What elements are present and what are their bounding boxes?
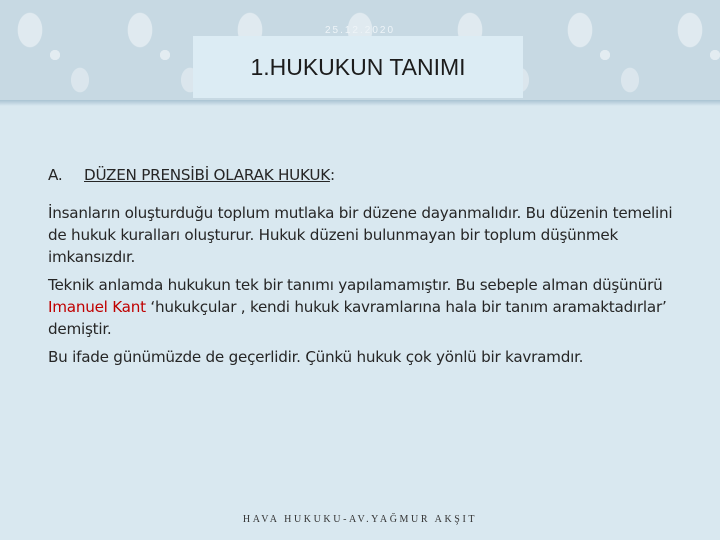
paragraph-1: İnsanların oluşturduğu toplum mutlaka bir düzene dayanmalıdır. Bu düzenin temelini de hukuk kuralları oluşturur. Hukuk düzeni bulunmayan bir toplum düşünmek imkansızdır.: [48, 204, 673, 266]
section-heading-text: DÜZEN PRENSİBİ OLARAK HUKUK: [84, 166, 330, 184]
header-divider: [0, 100, 720, 106]
section-heading-colon: :: [329, 166, 335, 184]
section-heading: [48, 164, 688, 186]
paragraph-3: Bu ifade günümüzde de geçerlidir. Çünkü hukuk çok yönlü bir kavramdır.: [48, 348, 584, 366]
paragraph-2-end: ‘hukukçular , kendi hukuk kavramlarına hala bir tanım aramaktadırlar’ demiştir.: [48, 298, 667, 338]
slide-date: 25.12.2020: [324, 25, 396, 36]
slide-title: 1.HUKUKUN TANIMI: [250, 53, 466, 80]
slide-content: [48, 164, 688, 374]
highlighted-name: Imanuel Kant: [48, 298, 146, 316]
paragraph-2-start: Teknik anlamda hukukun tek bir tanımı yapılamamıştır. Bu sebeple alman düşünürü: [48, 276, 663, 294]
title-box: [193, 36, 523, 98]
section-letter: A.: [48, 166, 63, 184]
paragraph-2: [48, 274, 688, 340]
slide-footer: HAVA HUKUKU-AV.YAĞMUR AKŞIT: [242, 514, 478, 525]
